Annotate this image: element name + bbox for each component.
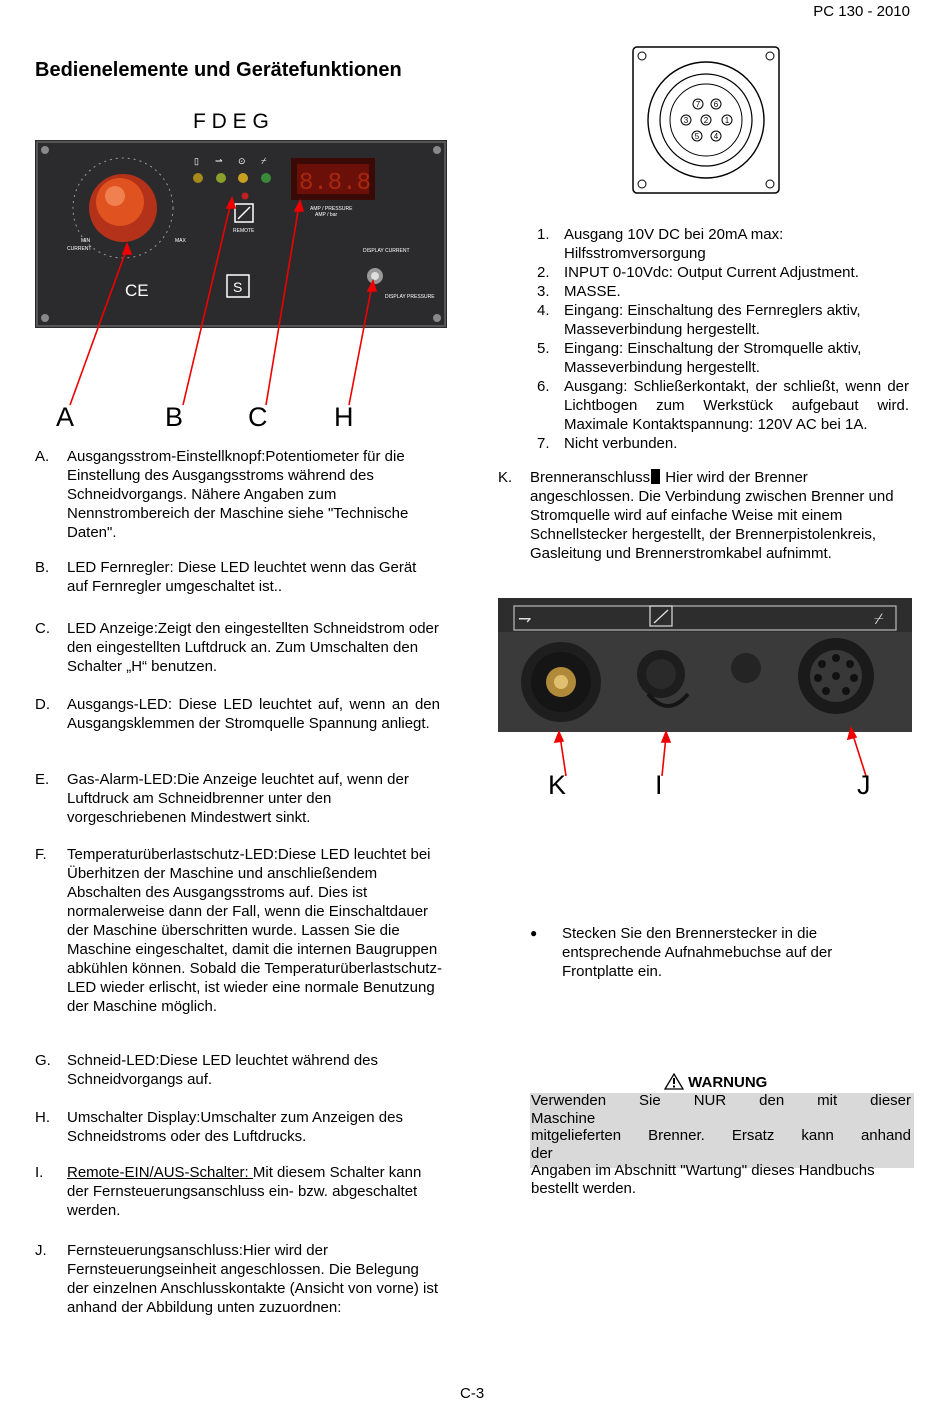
item-text: Ausgangsstrom-Einstellknopf:Potentiometer für die Einstellung des Ausgangsstroms während des Schneidvorgangs. Nähere Angaben zum Nennstrombereich der Maschine siehe "Technische Daten". [67, 448, 409, 541]
label-j: J [857, 770, 871, 800]
panel-display-title: AMP / PRESSURE [310, 206, 353, 212]
bullet-item [530, 924, 870, 981]
panel-max-label: MAX [175, 238, 186, 244]
bullet-text: Stecken Sie den Brennerstecker in die entsprechende Aufnahmebuchse auf der Frontplatte ein. [562, 925, 833, 980]
item-text: LED Fernregler: Diese LED leuchtet wenn das Gerät auf Fernregler umgeschaltet ist.. [67, 559, 417, 595]
warning-icon [664, 1073, 684, 1090]
item-key: B. [35, 559, 50, 576]
panel-pointer-lines [0, 120, 460, 410]
svg-text:⇁: ⇁ [518, 611, 532, 628]
label-b: B [165, 402, 184, 432]
connector-pointer-lines [530, 720, 910, 780]
item-key: G. [35, 1052, 51, 1069]
pin-3: 3 [683, 116, 689, 125]
connector-diagram [624, 38, 788, 200]
bullet-icon: ● [530, 926, 538, 940]
ce-mark: CE [125, 281, 149, 300]
item-key: H. [35, 1109, 50, 1126]
pin-5: 5 [694, 132, 700, 141]
warning-title: WARNUNG [664, 1073, 767, 1091]
connector-panel-image [498, 598, 912, 732]
panel-display-unit: AMP / bar [315, 212, 338, 218]
pin-list-item: 5. Eingang: Einschaltung der Stromquelle aktiv, Masseverbindung hergestellt. [537, 340, 862, 376]
page-title: Bedienelemente und Gerätefunktionen [35, 59, 402, 81]
pin-list-item: 2. INPUT 0-10Vdc: Output Current Adjustment. [537, 264, 859, 281]
item-text: Gas-Alarm-LED:Die Anzeige leuchtet auf, wenn der Luftdruck am Schneidbrenner unter den vorgeschriebenen Mindestwert sinkt. [67, 771, 409, 826]
item-lead: Remote-EIN/AUS-Schalter: [67, 1164, 253, 1181]
list-item-b [35, 558, 440, 596]
svg-text:⌿: ⌿ [261, 156, 267, 166]
list-item-f [35, 845, 442, 1016]
list-item-j [35, 1241, 440, 1317]
label-a: A [56, 402, 75, 432]
item-text: Schneid-LED:Diese LED leuchtet während des Schneidvorgangs auf. [67, 1052, 379, 1088]
panel-letters-top: F D E G [193, 110, 269, 133]
list-item-h [35, 1108, 440, 1146]
pin-list [537, 225, 909, 453]
pin-7: 7 [695, 100, 701, 109]
pin-list-item: 7. Nicht verbunden. [537, 435, 678, 452]
panel-remote-label: REMOTE [233, 228, 255, 234]
pin-list-item: 6. Ausgang: Schließerkontakt, der schließt, wenn der Lichtbogen zum Werkstück aufgebaut wird. Maximale Kontaktspannung: 120V AC bei 1A. [537, 378, 909, 433]
item-key: I. [35, 1164, 44, 1181]
pin-1: 1 [724, 116, 730, 125]
list-item-i [35, 1163, 440, 1220]
item-key: A. [35, 448, 50, 465]
label-c: C [248, 402, 268, 432]
item-key: J. [35, 1242, 47, 1259]
label-h: H [334, 402, 354, 432]
svg-text:8.8.8: 8.8.8 [299, 170, 372, 197]
list-item-e [35, 770, 440, 827]
pin-list-item: 3. MASSE. [537, 283, 621, 300]
panel-display-pressure-label: DISPLAY PRESSURE [385, 294, 435, 300]
label-i: I [655, 770, 663, 800]
warning-line: Angaben im Abschnitt "Wartung" dieses Handbuchs bestellt werden. [531, 1162, 875, 1197]
item-lead: Brenneranschluss [530, 469, 651, 486]
panel-min-label: MIN [81, 238, 91, 244]
item-text: LED Anzeige:Zeigt den eingestellten Schneidstrom oder den eingestellten Luftdruck an. Zum Umschalten den Schalter „H“ benutzen. [67, 620, 439, 675]
item-key: E. [35, 771, 50, 788]
item-text: Ausgangs-LED: Diese LED leuchtet auf, wenn an den Ausgangsklemmen der Stromquelle Spannung anliegt. [67, 696, 440, 732]
warning-text [531, 1092, 911, 1197]
svg-text:⌿: ⌿ [874, 611, 884, 628]
item-text: Mit diesem Schalter kann der Fernsteuerungsanschluss ein- bzw. abgeschaltet werden. [67, 1164, 422, 1219]
svg-text:▯: ▯ [194, 156, 199, 166]
warning-line: Maschine [531, 1109, 596, 1127]
s-mark: S [233, 279, 243, 295]
warning-line: der [531, 1144, 553, 1162]
page-number: C-3 [460, 1385, 485, 1402]
list-item-a [35, 447, 440, 542]
panel-display-current-label: DISPLAY CURRENT [363, 248, 410, 254]
label-k: K [548, 770, 567, 800]
list-item-d [35, 695, 440, 733]
pin-2: 2 [703, 116, 709, 125]
item-text: Hier wird der Brenner angeschlossen. Die Verbindung zwischen Brenner und Stromquelle wird auf einfache Weise mit einem Schnellstecker hergestellt, der Brennerpistolenkreis, Gasleitung und Brennerstromkabel aufnimmt. [530, 469, 894, 562]
pin-6: 6 [713, 100, 719, 109]
list-item-c [35, 619, 440, 676]
pin-list-item: 1. Ausgang 10V DC bei 20mA max: Hilfsstromversorgung [537, 226, 784, 262]
item-key: K. [498, 469, 513, 486]
pin-list-item: 4. Eingang: Einschaltung des Fernreglers aktiv, Masseverbindung hergestellt. [537, 302, 861, 338]
svg-text:⇀: ⇀ [215, 156, 223, 166]
panel-current-label: CURRENT [67, 246, 92, 252]
pin-4: 4 [713, 132, 719, 141]
list-item-g [35, 1051, 440, 1089]
warning-line: Verwenden Sie NUR den mit dieser [531, 1092, 911, 1109]
warning-line: mitgelieferten Brenner. Ersatz kann anhand [531, 1127, 911, 1144]
document-id: PC 130 - 2010 [813, 3, 910, 20]
item-text: Fernsteuerungsanschluss:Hier wird der Fernsteuerungseinheit angeschlossen. Die Belegung der einzelnen Anschlusskontakte (Ansicht von vorne) ist anhand der Abbildung unten zuzuordnen: [67, 1242, 439, 1316]
item-key: F. [35, 846, 47, 863]
svg-text:⊙: ⊙ [238, 156, 246, 166]
item-key: C. [35, 620, 50, 637]
item-key: D. [35, 696, 50, 713]
item-text: Umschalter Display:Umschalter zum Anzeigen des Schneidstroms oder des Luftdrucks. [67, 1109, 403, 1145]
item-text: Temperaturüberlastschutz-LED:Diese LED leuchtet bei Überhitzen der Maschine und anschließendem Abschalten des Ausgangsstroms auf. Dies ist normalerweise dann der Fall, wenn die Einschaltdauer der Maschine überschritten wurde. Lassen Sie die Maschine eingeschaltet, damit die internen Baugruppen abkühlen können. Sobald die Temperaturüberlastschutz-LED wieder erlischt, ist wieder eine normale Benutzung der Maschine möglich. [67, 846, 442, 1015]
list-item-k [498, 468, 910, 563]
